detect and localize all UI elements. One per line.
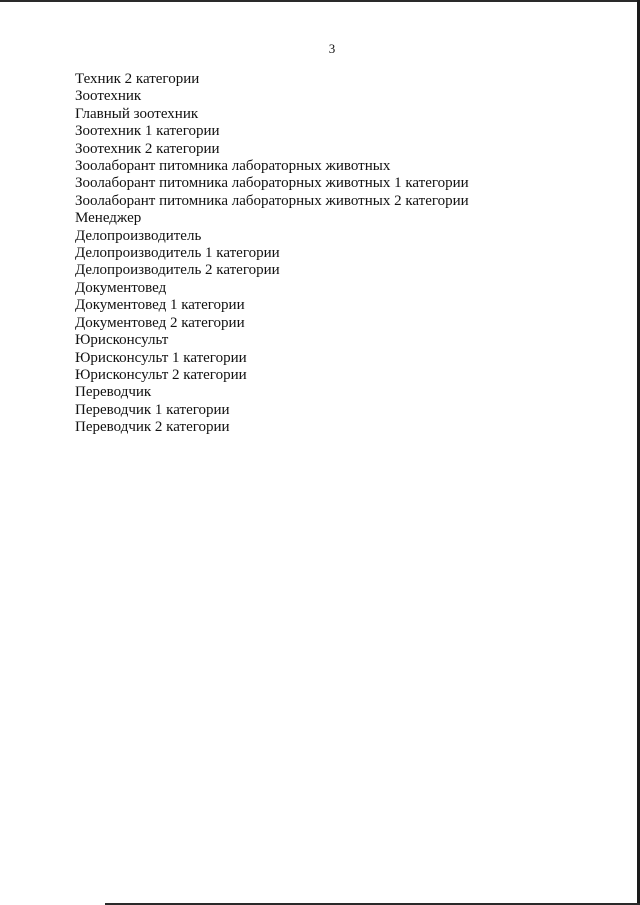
list-item: Юрисконсульт [75,332,169,349]
list-item: Главный зоотехник [75,105,199,122]
list-item: Документовед [75,279,167,296]
page-number: 3 [328,41,336,56]
position-list [75,71,469,437]
list-item: Зоолаборант питомника лабораторных животных [75,158,391,175]
list-item: Документовед 1 категории [75,297,245,314]
scan-top-edge [0,0,640,2]
list-item: Техник 2 категории [75,71,200,87]
list-item: Делопроизводитель [75,227,202,244]
list-item: Делопроизводитель 1 категории [75,245,280,262]
list-item: Делопроизводитель 2 категории [75,262,280,279]
list-item: Переводчик 1 категории [75,401,230,418]
list-item: Документовед 2 категории [75,314,245,331]
list-item: Переводчик [75,384,152,401]
list-item: Юрисконсульт 1 категории [75,349,247,366]
list-item: Зоолаборант питомника лабораторных животных 1 категории [75,175,469,192]
list-item: Зоотехник 2 категории [75,140,220,157]
list-item: Зоотехник [75,88,142,105]
list-item: Юрисконсульт 2 категории [75,366,247,383]
list-item: Менеджер [75,210,142,227]
list-item: Переводчик 2 категории [75,419,230,436]
list-item: Зоотехник 1 категории [75,123,220,140]
list-item: Зоолаборант питомника лабораторных животных 2 категории [75,192,469,209]
